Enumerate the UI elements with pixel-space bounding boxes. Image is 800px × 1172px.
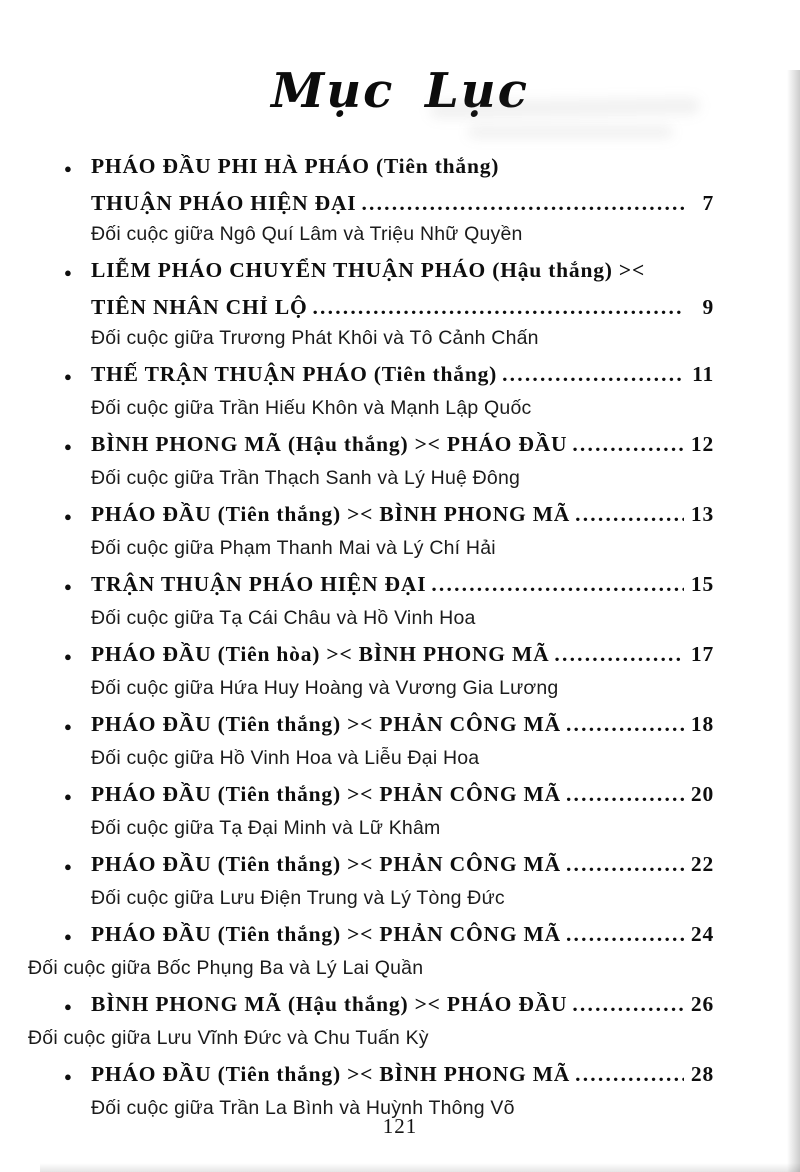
entry-title: THẾ TRẬN THUẬN PHÁO (Tiên thắng) xyxy=(91,362,498,387)
entry-page-number: 24 xyxy=(690,922,714,947)
toc-entry-title-line xyxy=(64,707,714,744)
toc-entry-title-line xyxy=(64,567,714,604)
toc-entry-title-line xyxy=(64,637,714,674)
entry-page-number: 12 xyxy=(690,432,714,457)
entry-detail: Đối cuộc giữa Tạ Cái Châu và Hồ Vinh Hoa xyxy=(91,607,476,630)
dot-leader xyxy=(431,567,684,601)
entry-title: LIỄM PHÁO CHUYỂN THUẬN PHÁO (Hậu thắng) >< xyxy=(91,258,646,283)
toc-entry-title-line xyxy=(64,149,714,186)
entry-title: PHÁO ĐẦU (Tiên thắng) >< BÌNH PHONG MÃ xyxy=(91,1062,571,1087)
toc-entry xyxy=(64,357,714,423)
page-edge-shadow-right xyxy=(787,70,800,1172)
entry-title: TRẬN THUẬN PHÁO HIỆN ĐẠI xyxy=(91,572,427,597)
toc-entry-title-line xyxy=(64,497,714,534)
toc-entry xyxy=(28,917,714,983)
entry-detail: Đối cuộc giữa Tạ Đại Minh và Lữ Khâm xyxy=(91,817,441,840)
toc-entry xyxy=(64,497,714,563)
dot-leader xyxy=(575,497,684,531)
toc-entry xyxy=(64,567,714,633)
toc-entry-title-line xyxy=(64,917,714,954)
toc-entry-title-line xyxy=(64,1057,714,1094)
dot-leader xyxy=(566,777,684,811)
entry-detail: Đối cuộc giữa Trương Phát Khôi và Tô Cảnh Chấn xyxy=(91,327,539,350)
dot-leader xyxy=(566,847,684,881)
toc-entry-title-line xyxy=(64,253,714,290)
toc-entry xyxy=(28,987,714,1053)
entry-detail: Đối cuộc giữa Lưu Điện Trung và Lý Tòng Đức xyxy=(91,887,505,910)
toc-entry xyxy=(64,637,714,703)
dot-leader xyxy=(502,357,684,391)
entry-title: PHÁO ĐẦU (Tiên thắng) >< PHẢN CÔNG MÃ xyxy=(91,922,561,947)
bullet-icon: ● xyxy=(64,439,72,455)
bullet-icon: ● xyxy=(64,789,72,805)
toc-entry-title-line xyxy=(64,427,714,464)
dot-leader xyxy=(566,917,684,951)
bullet-icon: ● xyxy=(64,509,72,525)
entry-page-number: 13 xyxy=(690,502,714,527)
entry-page-number: 26 xyxy=(690,992,714,1017)
dot-leader xyxy=(566,707,684,741)
entry-detail: Đối cuộc giữa Phạm Thanh Mai và Lý Chí Hải xyxy=(91,537,496,560)
dot-leader xyxy=(575,1057,684,1091)
entry-page-number: 15 xyxy=(690,572,714,597)
entry-title: PHÁO ĐẦU PHI HÀ PHÁO (Tiên thắng) xyxy=(91,154,500,179)
toc-entry xyxy=(64,847,714,913)
entry-detail: Đối cuộc giữa Lưu Vĩnh Đức và Chu Tuấn Kỳ xyxy=(28,1027,429,1050)
dot-leader xyxy=(572,987,684,1021)
toc-entry xyxy=(64,149,714,249)
entry-title: BÌNH PHONG MÃ (Hậu thắng) >< PHÁO ĐẦU xyxy=(91,432,568,457)
toc-entry xyxy=(64,253,714,353)
entry-page-number: 18 xyxy=(690,712,714,737)
bullet-icon: ● xyxy=(64,161,72,177)
bullet-icon: ● xyxy=(64,579,72,595)
entry-page-number: 22 xyxy=(690,852,714,877)
toc-entry-title-line xyxy=(64,777,714,814)
entry-title: PHÁO ĐẦU (Tiên thắng) >< PHẢN CÔNG MÃ xyxy=(91,852,561,877)
scan-artifact xyxy=(468,126,673,138)
bullet-icon: ● xyxy=(64,719,72,735)
toc-entry xyxy=(64,427,714,493)
dot-leader xyxy=(572,427,684,461)
toc-list xyxy=(0,119,800,1123)
entry-detail: Đối cuộc giữa Ngô Quí Lâm và Triệu Nhữ Quyền xyxy=(91,223,523,246)
toc-entry-title-line xyxy=(64,847,714,884)
bullet-icon: ● xyxy=(64,1069,72,1085)
bullet-icon: ● xyxy=(64,999,72,1015)
entry-detail: Đối cuộc giữa Hứa Huy Hoàng và Vương Gia Lương xyxy=(91,677,559,700)
entry-title: THUẬN PHÁO HIỆN ĐẠI xyxy=(91,191,357,216)
entry-detail: Đối cuộc giữa Trần Hiếu Khôn và Mạnh Lập Quốc xyxy=(91,397,532,420)
bullet-icon: ● xyxy=(64,859,72,875)
entry-page-number: 7 xyxy=(702,191,714,216)
bullet-icon: ● xyxy=(64,369,72,385)
entry-detail: Đối cuộc giữa Bốc Phụng Ba và Lý Lai Quần xyxy=(28,957,424,980)
dot-leader xyxy=(361,186,684,220)
entry-page-number: 20 xyxy=(690,782,714,807)
toc-entry-title-line xyxy=(64,290,714,324)
toc-entry xyxy=(64,777,714,843)
entry-detail: Đối cuộc giữa Trần La Bình và Huỳnh Thông Võ xyxy=(91,1097,515,1120)
entry-detail: Đối cuộc giữa Trần Thạch Sanh và Lý Huệ Đông xyxy=(91,467,521,490)
entry-page-number: 9 xyxy=(702,295,714,320)
entry-title: PHÁO ĐẦU (Tiên thắng) >< BÌNH PHONG MÃ xyxy=(91,502,571,527)
entry-title: PHÁO ĐẦU (Tiên hòa) >< BÌNH PHONG MÃ xyxy=(91,642,550,667)
entry-detail: Đối cuộc giữa Hồ Vinh Hoa và Liễu Đại Hoa xyxy=(91,747,480,770)
toc-entry xyxy=(64,707,714,773)
bullet-icon: ● xyxy=(64,649,72,665)
entry-title: TIÊN NHÂN CHỈ LỘ xyxy=(91,295,308,320)
toc-entry-title-line xyxy=(64,357,714,394)
footer-page-number: 121 xyxy=(382,1114,418,1138)
page-title: Mục Lục xyxy=(271,63,529,119)
entry-page-number: 17 xyxy=(690,642,714,667)
entry-title: BÌNH PHONG MÃ (Hậu thắng) >< PHÁO ĐẦU xyxy=(91,992,568,1017)
page-edge-shadow-bottom xyxy=(40,1163,800,1172)
entry-page-number: 28 xyxy=(690,1062,714,1087)
entry-title: PHÁO ĐẦU (Tiên thắng) >< PHẢN CÔNG MÃ xyxy=(91,782,561,807)
bullet-icon: ● xyxy=(64,929,72,945)
entry-page-number: 11 xyxy=(692,362,714,387)
dot-leader xyxy=(554,637,684,671)
entry-title: PHÁO ĐẦU (Tiên thắng) >< PHẢN CÔNG MÃ xyxy=(91,712,561,737)
toc-entry-title-line xyxy=(64,987,714,1024)
bullet-icon: ● xyxy=(64,265,72,281)
dot-leader xyxy=(312,290,684,324)
toc-entry-title-line xyxy=(64,186,714,220)
